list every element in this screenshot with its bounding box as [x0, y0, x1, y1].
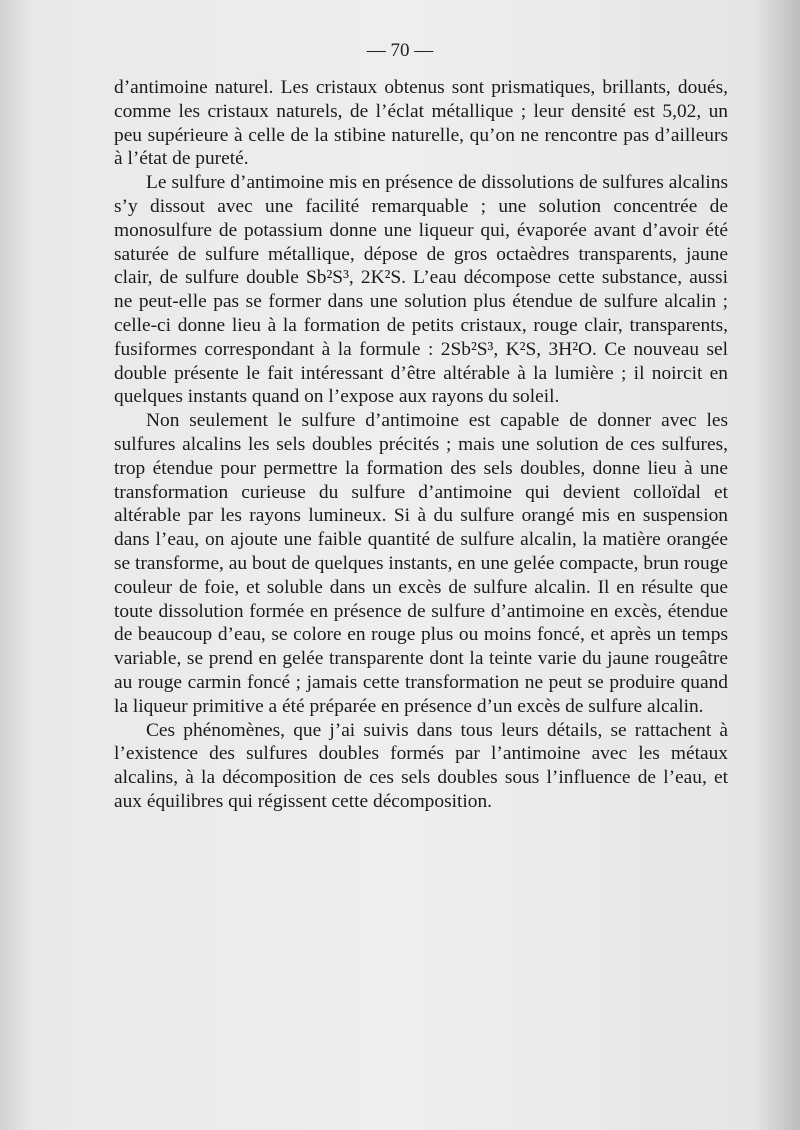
paragraph-2: Le sulfure d’antimoine mis en présence de dissolutions de sulfures alcalins s’y dissout avec une facilité remarquable ; une solution concentrée de monosulfure de potassium donne une liqueur qui, évaporée avant d’avoir été saturée de sulfure métallique, dépose de gros octaèdres transparents, jaune clair, de sulfure double Sb²S³, 2K²S. L’eau décompose cette substance, aussi ne peut-elle pas se former dans une solution plus étendue de sulfure alcalin ; celle-ci donne lieu à la formation de petits cristaux, rouge clair, transparents, fusiformes correspondant à la formule : 2Sb²S³, K²S, 3H²O. Ce nouveau sel double présente le fait intéressant d’être altérable à la lumière ; il noircit en quelques instants quand on l’expose aux rayons du soleil.: [114, 172, 728, 408]
paragraph-1: d’antimoine naturel. Les cristaux obtenus sont prismatiques, brillants, doués, comme les cristaux naturels, de l’éclat métallique ; leur densité est 5,02, un peu supérieure à celle de la stibine naturelle, qu’on ne rencontre pas d’ailleurs à l’état de pureté.: [114, 77, 728, 170]
page-number: — 70 —: [366, 40, 434, 61]
body-text: [114, 76, 728, 814]
paragraph-3: Non seulement le sulfure d’antimoine est capable de donner avec les sulfures alcalins les sels doubles précités ; mais une solution de ces sulfures, trop étendue pour permettre la formation des sels doubles, donne lieu à une transformation curieuse du sulfure d’antimoine qui devient colloïdal et altérable par les rayons lumineux. Si à du sulfure orangé mis en suspension dans l’eau, on ajoute une faible quantité de sulfure alcalin, la matière orangée se transforme, au bout de quelques instants, en une gelée compacte, brun rouge couleur de foie, et soluble dans un excès de sulfure alcalin. Il en résulte que toute dissolution formée en présence de sulfure d’antimoine en excès, étendue de beaucoup d’eau, se colore en rouge plus ou moins foncé, et après un temps variable, se prend en gelée transparente dont la teinte varie du jaune rougeâtre au rouge carmin foncé ; jamais cette transformation ne peut se produire quand la liqueur primitive a été préparée en présence d’un excès de sulfure alcalin.: [114, 410, 728, 717]
paragraph-4: Ces phénomènes, que j’ai suivis dans tous leurs détails, se rattachent à l’existence des sulfures doubles formés par l’antimoine avec les métaux alcalins, à la décomposition de ces sels doubles sous l’influence de l’eau, et aux équilibres qui régissent cette décomposition.: [114, 719, 728, 812]
